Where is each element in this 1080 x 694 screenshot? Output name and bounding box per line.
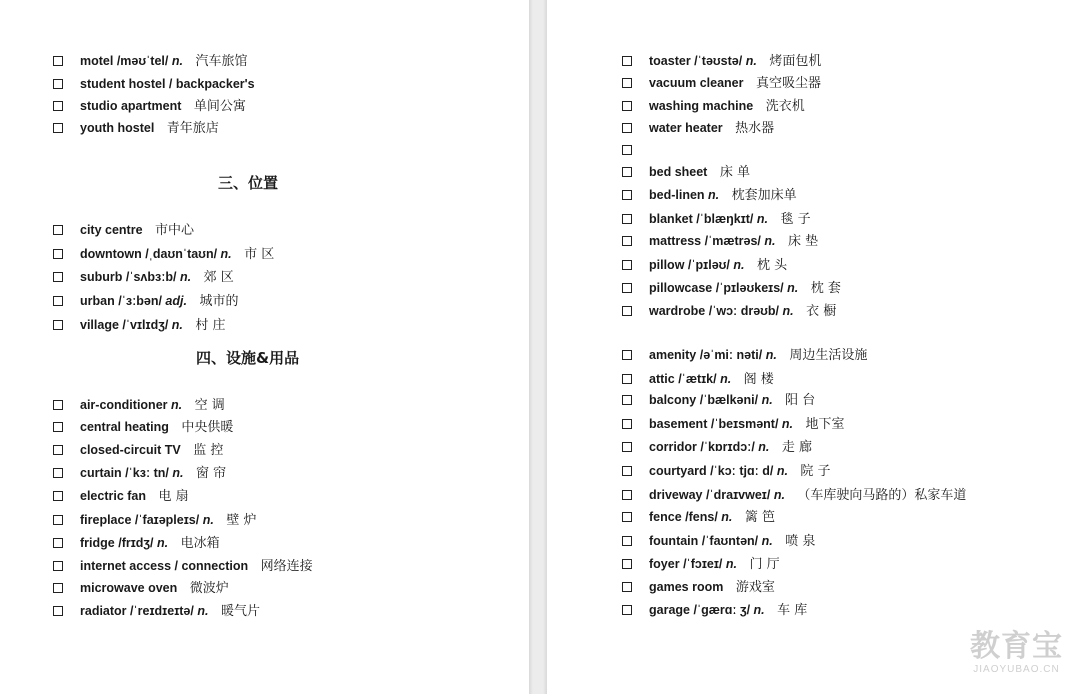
vocab-word: courtyard <box>649 464 707 478</box>
checkbox-icon[interactable] <box>53 296 63 306</box>
vocab-item <box>622 301 836 321</box>
vocab-phonetic: /ˈtəʊstə/ <box>694 54 743 68</box>
checkbox-icon[interactable] <box>622 78 632 88</box>
vocab-translation: 枕 套 <box>810 281 841 296</box>
vocab-pos: n. <box>761 534 773 548</box>
section-heading: 三、位置 <box>218 174 279 192</box>
watermark-logo <box>970 630 1063 676</box>
vocab-word: city centre <box>80 223 143 237</box>
vocab-phonetic: /ˈkɔː tjɑː d/ <box>710 464 774 478</box>
checkbox-icon[interactable] <box>53 468 63 478</box>
vocab-pos: n. <box>745 54 757 68</box>
vocab-pos: n. <box>180 270 192 284</box>
checkbox-icon[interactable] <box>622 582 632 592</box>
checkbox-icon[interactable] <box>53 56 63 66</box>
checkbox-icon[interactable] <box>53 422 63 432</box>
checkbox-icon[interactable] <box>622 190 632 200</box>
vocab-phonetic: /ˈfɔɪeɪ/ <box>683 557 723 571</box>
vocab-phonetic: /ˈmætrəs/ <box>704 234 761 248</box>
checkbox-icon[interactable] <box>53 249 63 259</box>
watermark-en: JIAOYUBAO.CN <box>973 664 1060 675</box>
vocab-translation: 城市的 <box>199 294 239 309</box>
vocab-pos: n. <box>202 513 214 527</box>
vocab-pos: n. <box>765 348 777 362</box>
vocab-item <box>53 440 223 460</box>
vocab-word: urban <box>80 294 115 308</box>
vocab-pos: n. <box>761 393 773 407</box>
checkbox-icon[interactable] <box>622 466 632 476</box>
vocab-item <box>622 437 812 457</box>
vocab-translation: 篱 笆 <box>744 510 776 525</box>
vocab-translation: 单间公寓 <box>193 99 246 114</box>
vocab-translation: 电冰箱 <box>180 536 220 551</box>
checkbox-icon[interactable] <box>53 400 63 410</box>
vocab-item <box>53 556 313 576</box>
vocab-phonetic: /ˈɡærɑː ʒ/ <box>693 603 751 617</box>
vocab-phonetic: /ˈbeɪsmənt/ <box>710 417 779 431</box>
vocab-translation: 空 调 <box>194 398 225 413</box>
vocab-item <box>53 315 226 335</box>
document-page-left <box>0 0 529 694</box>
vocab-pos: n. <box>758 440 770 454</box>
vocab-item <box>53 601 260 621</box>
checkbox-icon[interactable] <box>53 561 63 571</box>
vocab-phonetic: /ˈfaʊntən/ <box>701 534 759 548</box>
vocab-word: electric fan <box>80 489 147 503</box>
vocab-translation: 阳 台 <box>785 393 816 408</box>
checkbox-icon[interactable] <box>622 101 632 111</box>
vocab-word: studio apartment <box>80 99 182 113</box>
vocab-translation: 市 区 <box>244 247 275 262</box>
vocab-word: corridor <box>649 440 697 454</box>
vocab-phonetic: /ˈwɔː drəʊb/ <box>708 304 780 318</box>
vocab-translation: 真空吸尘器 <box>755 76 821 91</box>
vocab-word: mattress <box>649 234 702 248</box>
vocab-translation: 中央供暖 <box>181 420 234 435</box>
checkbox-icon[interactable] <box>53 583 63 593</box>
vocab-phonetic: /ˈsʌbɜːb/ <box>125 270 177 284</box>
vocab-pos: n. <box>773 488 785 502</box>
vocab-pos: n. <box>764 234 776 248</box>
vocab-item <box>622 461 831 481</box>
checkbox-icon[interactable] <box>53 606 63 616</box>
vocab-translation: 窗 帘 <box>195 466 227 481</box>
vocab-phonetic: /frɪdʒ/ <box>118 536 154 550</box>
vocab-phonetic: /ˈpɪləʊkeɪs/ <box>715 281 784 295</box>
vocab-word: downtown <box>80 247 142 261</box>
vocab-item <box>53 510 256 530</box>
checkbox-icon[interactable] <box>622 419 632 429</box>
checkbox-icon[interactable] <box>622 536 632 546</box>
checkbox-icon[interactable] <box>53 491 63 501</box>
vocab-pos: n. <box>787 281 799 295</box>
vocab-word: pillowcase <box>649 281 713 295</box>
checkbox-icon[interactable] <box>622 559 632 569</box>
vocab-phonetic: /ˈvɪlɪdʒ/ <box>122 318 169 332</box>
vocab-pos: n. <box>733 258 745 272</box>
vocab-word: bed sheet <box>649 165 708 179</box>
vocab-pos: n. <box>725 557 737 571</box>
checkbox-icon[interactable] <box>622 167 632 177</box>
vocab-phonetic: /ˈkɜː tn/ <box>125 466 169 480</box>
vocab-word: basement <box>649 417 708 431</box>
vocab-translation: 电 扇 <box>158 489 189 504</box>
vocab-translation: 暖气片 <box>220 604 260 619</box>
vocab-pos: n. <box>156 536 169 550</box>
vocab-word: amenity <box>649 348 697 362</box>
checkbox-icon[interactable] <box>622 123 632 133</box>
vocab-item <box>622 485 966 505</box>
vocab-phonetic: /ˈɜːbən/ <box>118 294 162 308</box>
vocab-item <box>622 600 807 620</box>
vocab-word: pillow <box>649 258 685 272</box>
vocab-translation: 微波炉 <box>189 581 229 596</box>
vocab-word: washing machine <box>649 99 754 113</box>
vocab-translation: 衣 橱 <box>806 304 837 319</box>
vocab-pos: n. <box>172 466 184 480</box>
vocab-phonetic: /ˌdaʊnˈtaʊn/ <box>145 247 218 261</box>
vocab-item <box>53 486 189 506</box>
vocab-item <box>53 417 233 437</box>
checkbox-icon[interactable] <box>622 395 632 405</box>
vocab-word: water heater <box>649 121 723 135</box>
vocab-phonetic: /ˈkɒrɪdɔː/ <box>700 440 755 454</box>
vocab-word: curtain <box>80 466 122 480</box>
vocab-item <box>622 209 811 229</box>
checkbox-icon[interactable] <box>53 79 63 89</box>
vocab-item <box>53 533 220 553</box>
vocab-item <box>53 291 238 311</box>
vocab-word: bed-linen <box>649 188 705 202</box>
vocab-word: closed-circuit TV <box>80 443 181 457</box>
vocab-word: games room <box>649 580 724 594</box>
vocab-item <box>53 74 264 94</box>
vocab-word: village <box>80 318 119 332</box>
vocab-word: driveway <box>649 488 703 502</box>
vocab-translation: 喷 泉 <box>785 534 816 549</box>
vocab-translation: 枕套加床单 <box>731 188 797 203</box>
vocab-word: radiator <box>80 604 127 618</box>
vocab-item <box>622 140 658 160</box>
checkbox-icon[interactable] <box>622 490 632 500</box>
vocab-item <box>622 231 818 251</box>
vocab-item <box>622 345 867 365</box>
vocab-item <box>53 463 226 483</box>
vocab-translation: 地下室 <box>805 417 845 432</box>
vocab-word: vacuum cleaner <box>649 76 744 90</box>
vocab-pos: n. <box>171 398 183 412</box>
vocab-translation: 周边生活设施 <box>789 348 868 363</box>
document-page-right <box>547 0 1080 694</box>
vocab-translation: 网络连接 <box>260 559 313 574</box>
vocab-item <box>53 578 229 598</box>
checkbox-icon[interactable] <box>622 605 632 615</box>
checkbox-icon[interactable] <box>53 123 63 133</box>
checkbox-icon[interactable] <box>622 145 632 155</box>
vocab-item <box>622 531 815 551</box>
vocab-pos: n. <box>197 604 209 618</box>
vocab-translation: 院 子 <box>800 464 831 479</box>
vocab-word: fireplace <box>80 513 132 527</box>
vocab-word: youth hostel <box>80 121 155 135</box>
vocab-phonetic: /əˈmiː nəti/ <box>699 348 763 362</box>
page-gutter <box>529 0 547 694</box>
vocab-item <box>53 267 234 287</box>
checkbox-icon[interactable] <box>53 272 63 282</box>
vocab-item <box>622 118 774 138</box>
vocab-word: fridge <box>80 536 115 550</box>
checkbox-icon[interactable] <box>622 306 632 316</box>
vocab-pos: n. <box>776 464 788 478</box>
vocab-item <box>622 577 775 597</box>
vocab-word: internet access / connection <box>80 559 249 573</box>
vocab-phonetic: /məʊˈtel/ <box>116 54 169 68</box>
checkbox-icon[interactable] <box>53 445 63 455</box>
vocab-pos: adj. <box>165 294 187 308</box>
vocab-item <box>622 278 841 298</box>
checkbox-icon[interactable] <box>53 320 63 330</box>
checkbox-icon[interactable] <box>622 512 632 522</box>
vocab-translation: 阁 楼 <box>743 372 774 387</box>
vocab-word: wardrobe <box>649 304 706 318</box>
vocab-word: toaster <box>649 54 691 68</box>
checkbox-icon[interactable] <box>53 515 63 525</box>
checkbox-icon[interactable] <box>622 214 632 224</box>
checkbox-icon[interactable] <box>622 260 632 270</box>
vocab-translation: 热水器 <box>735 121 775 136</box>
vocab-item <box>622 185 797 205</box>
vocab-pos: n. <box>171 318 183 332</box>
vocab-pos: n. <box>720 372 732 386</box>
vocab-translation: 床 垫 <box>787 234 819 249</box>
vocab-word: central heating <box>80 420 169 434</box>
vocab-item <box>622 390 815 410</box>
vocab-word: suburb <box>80 270 123 284</box>
vocab-translation: 车 库 <box>777 603 808 618</box>
checkbox-icon[interactable] <box>622 56 632 66</box>
vocab-word: foyer <box>649 557 680 571</box>
vocab-word: blanket <box>649 212 693 226</box>
checkbox-icon[interactable] <box>622 442 632 452</box>
vocab-translation: 村 庄 <box>195 318 226 333</box>
vocab-phonetic: /ˈbælkəni/ <box>699 393 759 407</box>
checkbox-icon[interactable] <box>622 236 632 246</box>
vocab-translation: 毯 子 <box>780 212 811 227</box>
vocab-pos: n. <box>782 304 794 318</box>
vocab-item <box>622 507 775 527</box>
vocab-translation: 枕 头 <box>756 258 788 273</box>
vocab-translation: 郊 区 <box>203 270 234 285</box>
watermark-cn: 教育宝 <box>970 629 1063 664</box>
vocab-item <box>622 96 805 116</box>
vocab-pos: n. <box>753 603 765 617</box>
vocab-pos: n. <box>721 510 733 524</box>
vocab-item <box>622 73 821 93</box>
vocab-translation: 青年旅店 <box>166 121 219 136</box>
vocab-translation: 门 厅 <box>749 557 780 572</box>
vocab-translation: 市中心 <box>155 223 195 238</box>
vocab-translation: 洗衣机 <box>765 99 805 114</box>
vocab-item <box>53 395 225 415</box>
vocab-item <box>622 255 787 275</box>
vocab-phonetic: /ˈblæŋkɪt/ <box>696 212 754 226</box>
vocab-phonetic: /ˈætɪk/ <box>678 372 717 386</box>
vocab-phonetic: /fens/ <box>685 510 718 524</box>
vocab-translation: 床 单 <box>719 165 750 180</box>
vocab-pos: n. <box>708 188 720 202</box>
vocab-item <box>622 554 780 574</box>
vocab-phonetic: /ˈpɪləʊ/ <box>687 258 730 272</box>
vocab-word: motel <box>80 54 114 68</box>
vocab-item <box>53 244 274 264</box>
vocab-item <box>53 96 246 116</box>
vocab-phonetic: /ˈfaɪəpleɪs/ <box>134 513 200 527</box>
vocab-item <box>53 51 247 71</box>
section-heading: 四、设施&用品 <box>196 349 300 367</box>
vocab-pos: n. <box>756 212 768 226</box>
checkbox-icon[interactable] <box>622 283 632 293</box>
vocab-translation: （车库驶向马路的）私家车道 <box>797 488 967 503</box>
vocab-word: attic <box>649 372 675 386</box>
vocab-word: air-conditioner <box>80 398 168 412</box>
vocab-word: garage <box>649 603 690 617</box>
checkbox-icon[interactable] <box>622 350 632 360</box>
vocab-word: balcony <box>649 393 697 407</box>
vocab-phonetic: /ˈdraɪvweɪ/ <box>706 488 771 502</box>
vocab-translation: 烤面包机 <box>769 54 822 69</box>
vocab-phonetic: /ˈreɪdɪeɪtə/ <box>130 604 194 618</box>
vocab-item <box>53 118 219 138</box>
vocab-pos: n. <box>171 54 183 68</box>
vocab-translation: 监 控 <box>193 443 224 458</box>
checkbox-icon[interactable] <box>53 225 63 235</box>
checkbox-icon[interactable] <box>622 374 632 384</box>
vocab-item <box>622 369 774 389</box>
vocab-translation: 壁 炉 <box>226 513 257 528</box>
vocab-translation: 汽车旅馆 <box>195 54 248 69</box>
vocab-item <box>622 414 845 434</box>
vocab-translation: 游戏室 <box>735 580 775 595</box>
checkbox-icon[interactable] <box>53 538 63 548</box>
checkbox-icon[interactable] <box>53 101 63 111</box>
vocab-item <box>622 51 821 71</box>
vocab-word: microwave oven <box>80 581 178 595</box>
vocab-item <box>622 162 750 182</box>
vocab-pos: n. <box>781 417 794 431</box>
vocab-pos: n. <box>220 247 232 261</box>
vocab-translation: 走 廊 <box>781 440 813 455</box>
vocab-item <box>53 220 194 240</box>
vocab-word: fence <box>649 510 682 524</box>
vocab-word: fountain <box>649 534 699 548</box>
vocab-word: student hostel / backpacker's <box>80 77 255 91</box>
